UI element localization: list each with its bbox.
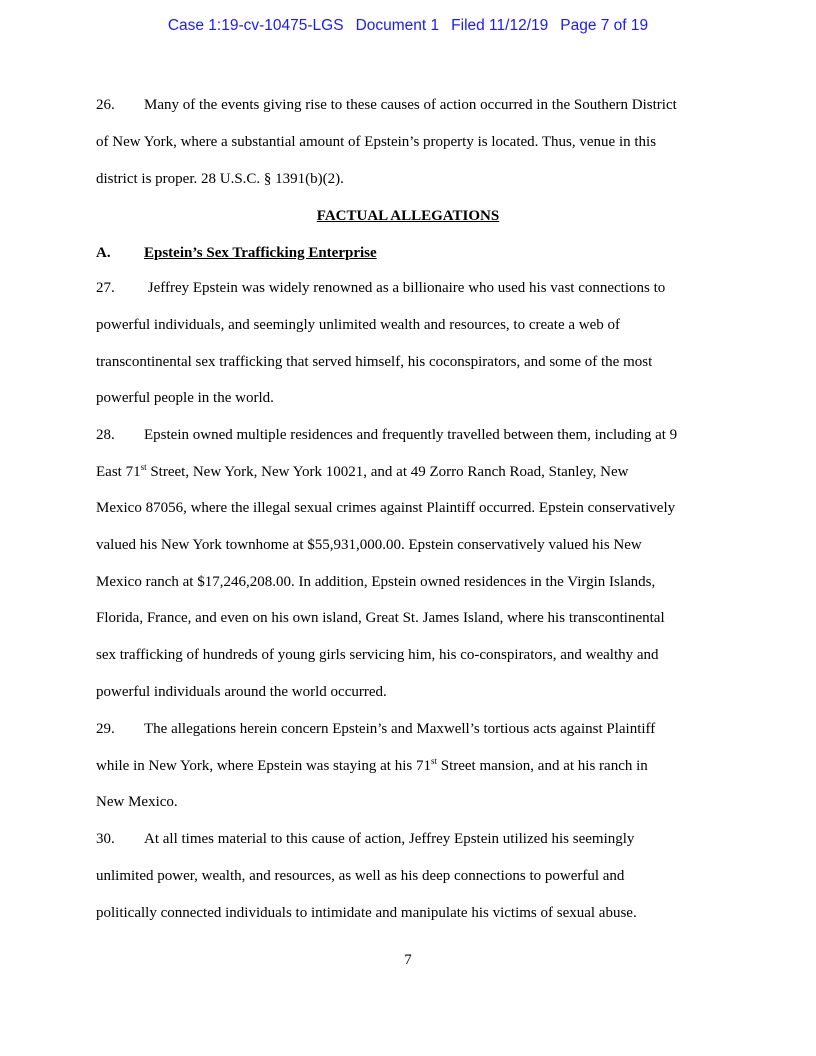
paragraph-26-line-3: district is proper. 28 U.S.C. § 1391(b)(2).	[96, 171, 344, 187]
page-number: 7	[404, 952, 412, 968]
paragraph-number: 27.	[96, 280, 115, 296]
filed-date: Filed 11/12/19	[451, 17, 549, 34]
paragraph-28-line-6: Florida, France, and even on his own island, Great St. James Island, where his transcontinental	[96, 610, 665, 626]
subsection-title: Epstein’s Sex Trafficking Enterprise	[144, 245, 377, 261]
paragraph-26-line-2: of New York, where a substantial amount of Epstein’s property is located. Thus, venue in this	[96, 134, 657, 150]
paragraph-28-line-3: Mexico 87056, where the illegal sexual crimes against Plaintiff occurred. Epstein conservatively	[96, 500, 676, 516]
paragraph-number: 30.	[96, 831, 115, 847]
paragraph-29-line-2: while in New York, where Epstein was staying at his 71st Street mansion, and at his ranch in	[96, 756, 648, 774]
paragraph-number: 26.	[96, 97, 115, 113]
paragraph-30-line-1: 30. At all times material to this cause of action, Jeffrey Epstein utilized his seemingly	[96, 831, 635, 847]
case-number: Case 1:19-cv-10475-LGS	[167, 17, 344, 34]
paragraph-28-line-4: valued his New York townhome at $55,931,000.00. Epstein conservatively valued his New	[96, 537, 642, 553]
paragraph-28-line-7: sex trafficking of hundreds of young girls servicing him, his co-conspirators, and wealthy and	[96, 647, 659, 663]
paragraph-28-line-5: Mexico ranch at $17,246,208.00. In addition, Epstein owned residences in the Virgin Islands,	[96, 574, 656, 590]
paragraph-27-line-4: powerful people in the world.	[96, 390, 274, 406]
paragraph-27-line-3: transcontinental sex trafficking that served himself, his coconspirators, and some of the most	[96, 354, 653, 370]
case-header	[0, 17, 816, 35]
paragraph-number: 29.	[96, 721, 115, 737]
paragraph-28-line-8: powerful individuals around the world occurred.	[96, 684, 387, 700]
section-heading: FACTUAL ALLEGATIONS	[316, 208, 500, 224]
paragraph-27-line-1: 27. Jeffrey Epstein was widely renowned as a billionaire who used his vast connections to	[96, 280, 666, 296]
paragraph-27-line-2: powerful individuals, and seemingly unlimited wealth and resources, to create a web of	[96, 317, 621, 333]
subsection-letter: A.	[96, 245, 111, 261]
paragraph-30-line-2: unlimited power, wealth, and resources, as well as his deep connections to powerful and	[96, 868, 625, 884]
subsection-heading	[96, 243, 720, 263]
document-number: Document 1	[355, 17, 440, 34]
paragraph-30-line-3: politically connected individuals to intimidate and manipulate his victims of sexual abuse.	[96, 905, 637, 921]
paragraph-28-line-2: East 71st Street, New York, New York 10021, and at 49 Zorro Ranch Road, Stanley, New	[96, 462, 629, 480]
paragraph-26-line-1: 26. Many of the events giving rise to these causes of action occurred in the Southern District	[96, 97, 677, 113]
paragraph-29-line-3: New Mexico.	[96, 794, 178, 810]
paragraph-number: 28.	[96, 427, 115, 443]
page-indicator: Page 7 of 19	[560, 17, 649, 34]
paragraph-29-line-1: 29. The allegations herein concern Epstein’s and Maxwell’s tortious acts against Plaintiff	[96, 721, 656, 737]
paragraph-28-line-1: 28. Epstein owned multiple residences and frequently travelled between them, including at 9	[96, 427, 678, 443]
